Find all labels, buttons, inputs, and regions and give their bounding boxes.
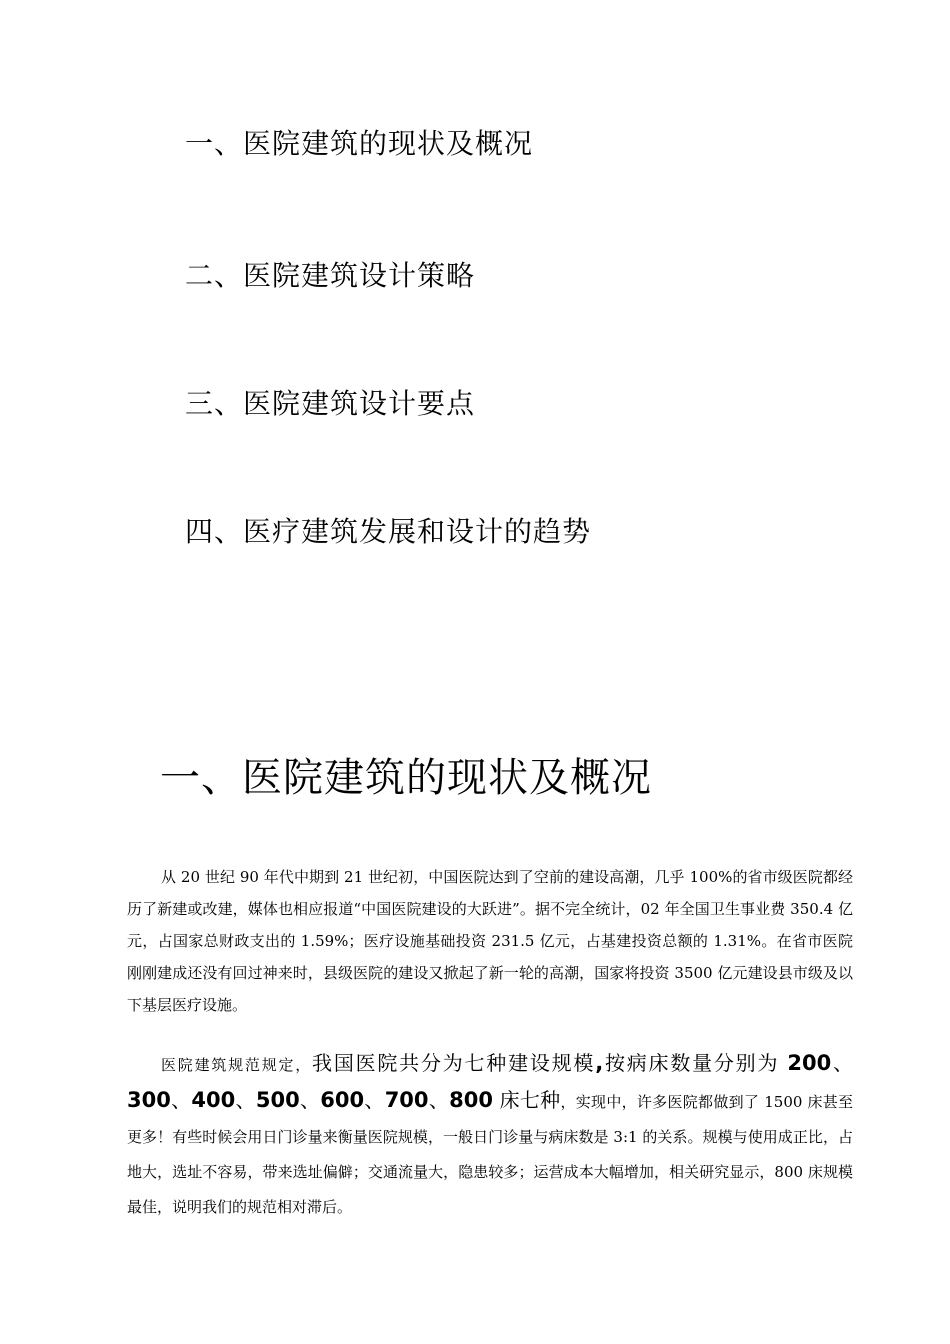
separator: 、 xyxy=(831,1051,854,1075)
separator: 、 xyxy=(364,1088,385,1112)
para-2-rest: ，实现中，许多医院都做到了 1500 床甚至更多！有些时候会用日门诊量来衡量医院规模，一般日门诊量与病床数是 3:1 的关系。规模与使用成正比，占地大，选址不容易，带来选址偏僻；交通流量大，隐患较多；运营成本大幅增加，相关研究显示，800 床规模最佳，说明我们的规范相对滞后。 xyxy=(127,1093,854,1216)
bed-count-300: 300 xyxy=(127,1088,171,1112)
para-2-emphasis-b: 按病床数量分别为 xyxy=(603,1051,788,1075)
para-2-lead: 医院建筑规范规定， xyxy=(161,1056,313,1074)
separator: 、 xyxy=(428,1088,450,1112)
para-2-bold-comma: , xyxy=(595,1051,604,1075)
toc-item-4: 四、医疗建筑发展和设计的趋势 xyxy=(185,515,592,548)
bed-count-600: 600 xyxy=(320,1088,365,1112)
section-heading: 一、医院建筑的现状及概况 xyxy=(160,755,652,801)
para-2-emphasis-c: 床七种 xyxy=(492,1088,561,1112)
bed-count-700: 700 xyxy=(384,1088,429,1112)
toc-item-3: 三、医院建筑设计要点 xyxy=(185,387,476,420)
separator: 、 xyxy=(299,1088,321,1112)
bed-count-500: 500 xyxy=(255,1088,300,1112)
body-paragraph-1: 从 20 世纪 90 年代中期到 21 世纪初，中国医院达到了空前的建设高潮，几乎 100%的省市级医院都经历了新建或改建，媒体也相应报道“中国医院建设的大跃进”。据不完全统计，02 年全国卫生事业费 350.4 亿元，占国家总财政支出的 1.59%；医疗设施基础投资 231.5 亿元，占基建投资总额的 1.31%。在省市医院刚刚建成还没有回过神来时，县级医院的建设又掀起了新一轮的高潮，国家将投资 3500 亿元建设县市级及以下基层医疗设施。 xyxy=(127,868,853,1014)
bed-count-400: 400 xyxy=(191,1088,236,1112)
body-paragraph-2 xyxy=(127,1046,853,1225)
bed-count-200: 200 xyxy=(787,1051,832,1075)
bed-count-800: 800 xyxy=(449,1088,493,1112)
toc-item-2: 二、医院建筑设计策略 xyxy=(185,259,476,292)
para-2-emphasis-a: 我国医院共分为七种建设规模 xyxy=(312,1051,596,1075)
toc-item-1: 一、医院建筑的现状及概况 xyxy=(185,127,534,160)
separator: 、 xyxy=(170,1088,192,1112)
separator: 、 xyxy=(235,1088,256,1112)
